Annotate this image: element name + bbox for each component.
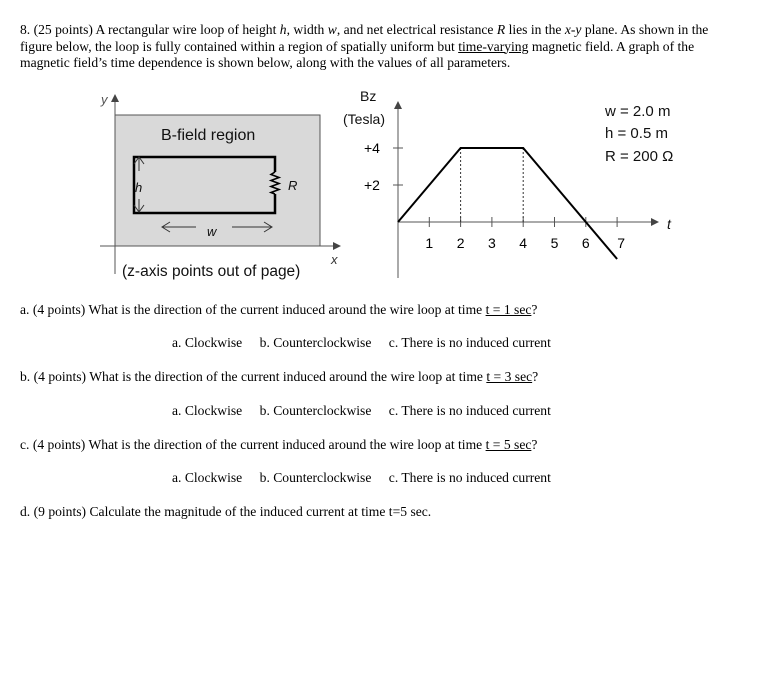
- y-axis-label: y: [101, 92, 108, 107]
- r-symbol: R: [496, 22, 506, 37]
- x-tick-label: 3: [488, 235, 496, 251]
- intro-text-d: plane. As shown in the figure below, the loop is fully contained within a region of spatially uniform but: [20, 22, 709, 54]
- graph-xlabel: t: [667, 216, 671, 232]
- question-b-options: [172, 403, 565, 419]
- question-c-options: [172, 470, 565, 486]
- question-b-end: ?: [532, 369, 539, 384]
- x-tick-label: 5: [550, 235, 559, 251]
- question-b-text: b. (4 points) What is the direction of the current induced around the wire loop at time: [20, 369, 483, 384]
- intro-comma: , width: [286, 22, 325, 37]
- w-label: w: [207, 224, 217, 239]
- y-tick-label: +2: [364, 177, 380, 193]
- option-counterclockwise[interactable]: b. Counterclockwise: [259, 403, 372, 418]
- question-a-time: t = 1 sec: [485, 302, 532, 317]
- question-a-text: a. (4 points) What is the direction of the current induced around the wire loop at time: [20, 302, 483, 317]
- intro-text-e: magnetic field. A graph of the magnetic field’s time dependence is shown below, along with the values of all parameters.: [20, 38, 695, 70]
- param-w: w = 2.0 m: [605, 103, 671, 120]
- intro-text-c: lies in the: [508, 22, 562, 37]
- x-tick-label: 7: [617, 235, 625, 251]
- intro-text-a: A rectangular wire loop of height: [95, 22, 277, 37]
- x-axis-label: x: [331, 252, 338, 267]
- x-tick-label: 6: [581, 235, 590, 251]
- question-b-time: t = 3 sec: [486, 369, 533, 384]
- problem-number: 8.: [20, 22, 31, 37]
- option-no-current[interactable]: c. There is no induced current: [388, 470, 551, 485]
- question-a-options: [172, 335, 565, 351]
- x-tick-label: 4: [519, 235, 528, 251]
- x-tick-label: 1: [425, 235, 434, 251]
- question-a: [20, 302, 537, 318]
- option-clockwise[interactable]: a. Clockwise: [172, 403, 243, 418]
- w-symbol: w: [327, 22, 337, 37]
- time-varying-underlined: time-varying: [458, 38, 529, 54]
- h-symbol: h: [279, 22, 287, 37]
- graph-ticks: [364, 140, 625, 251]
- question-c: [20, 437, 537, 453]
- x-tick-label: 2: [456, 235, 465, 251]
- param-r: R = 200 Ω: [605, 148, 674, 165]
- intro-text-b: , and net electrical resistance: [336, 22, 494, 37]
- graph-guides: [461, 148, 524, 222]
- option-clockwise[interactable]: a. Clockwise: [172, 335, 243, 350]
- question-c-text: c. (4 points) What is the direction of the current induced around the wire loop at time: [20, 437, 483, 452]
- option-counterclockwise[interactable]: b. Counterclockwise: [259, 470, 372, 485]
- y-tick-label: +4: [364, 140, 380, 156]
- problem-points: (25 points): [33, 22, 93, 37]
- param-h: h = 0.5 m: [605, 125, 668, 142]
- question-a-end: ?: [531, 302, 538, 317]
- region-label: B-field region: [161, 127, 256, 144]
- option-no-current[interactable]: c. There is no induced current: [388, 403, 551, 418]
- question-d-text: d. (9 points) Calculate the magnitude of the induced current at time t=5 sec.: [20, 504, 432, 519]
- h-label: h: [135, 180, 143, 195]
- option-no-current[interactable]: c. There is no induced current: [388, 335, 551, 350]
- option-counterclockwise[interactable]: b. Counterclockwise: [259, 335, 372, 350]
- resistor-label: R: [288, 178, 298, 193]
- question-c-time: t = 5 sec: [485, 437, 532, 452]
- z-axis-note: (z-axis points out of page): [122, 263, 301, 280]
- option-clockwise[interactable]: a. Clockwise: [172, 470, 243, 485]
- xy-plane-symbol: x-y: [564, 22, 582, 37]
- question-b: [20, 369, 538, 385]
- question-d: [20, 504, 431, 520]
- graph-ylabel-unit: (Tesla): [343, 111, 386, 127]
- question-c-end: ?: [531, 437, 538, 452]
- graph-ylabel-bz: Bz: [360, 88, 377, 104]
